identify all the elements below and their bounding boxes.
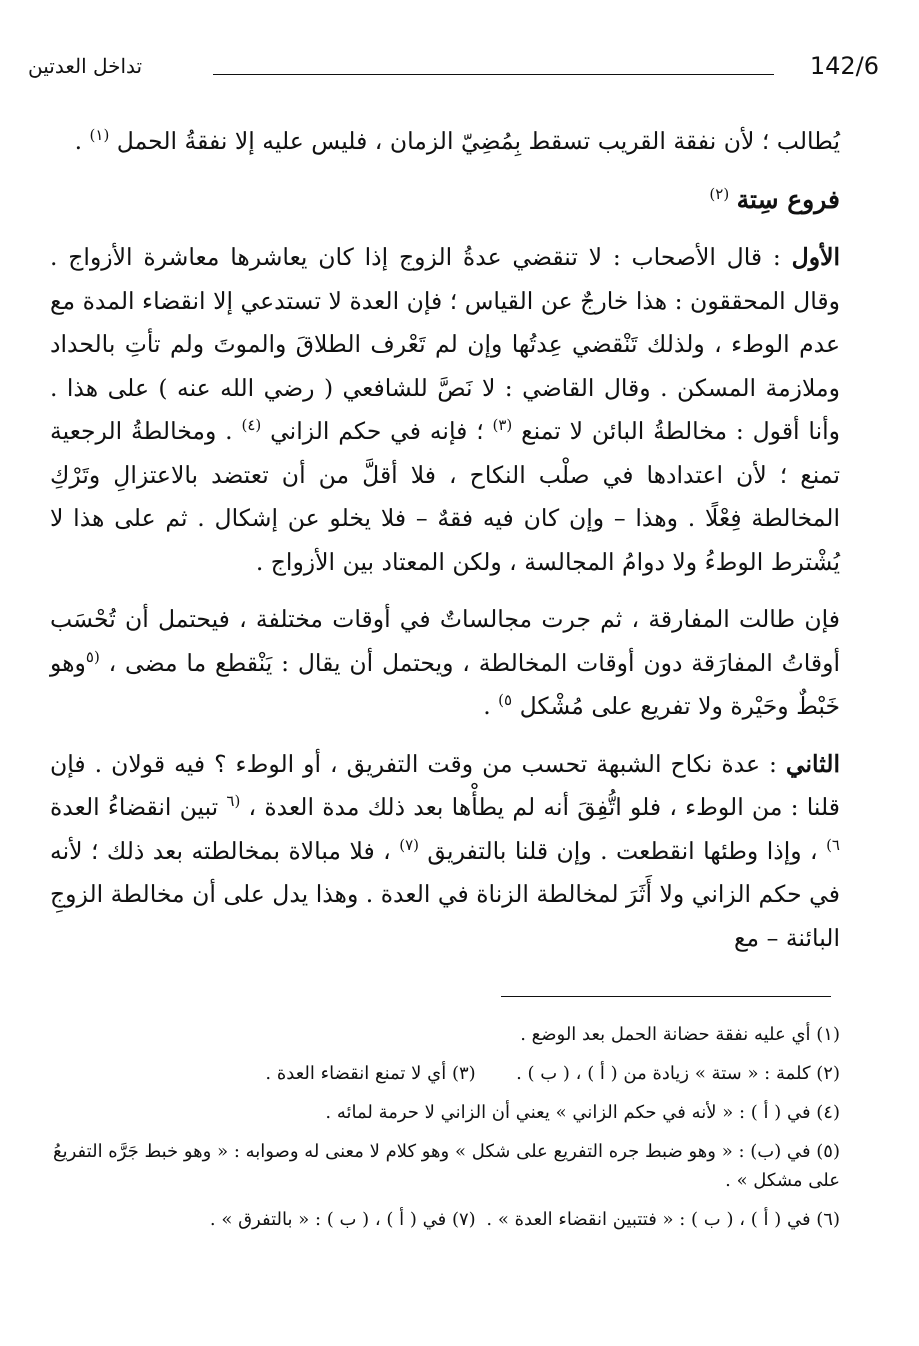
- paragraph-text: .: [74, 127, 90, 155]
- footnote-row: [48, 1059, 840, 1088]
- footnote-2: (٢) كلمة : « ستة » زيادة من ( أ ) ، ( ب ) .: [516, 1063, 840, 1084]
- footnote-5: (٥) في (ب) : « وهو ضبط جره التفريع على شكل » وهو كلام لا معنى له وصوابه : « وهو خبط جَرَّه التفريعُ على مشكل » .: [53, 1141, 840, 1191]
- footnote-3: (٣) أي لا تمنع انقضاء العدة .: [265, 1063, 476, 1084]
- page-header: [28, 52, 879, 88]
- running-title: تداخل العدتين: [28, 54, 143, 78]
- footnote-7: (٧) في ( أ ) ، ( ب ) : « بالتفرق » .: [209, 1209, 476, 1230]
- page-number: 142/6: [809, 52, 879, 80]
- paragraph-text: ؛ فإنه في حكم الزاني: [261, 417, 493, 445]
- footnote-ref-7: (٧): [399, 835, 419, 854]
- footnotes: [48, 1020, 840, 1244]
- footnote-mark-5-open: (٥: [85, 647, 100, 666]
- paragraph-text: : عدة نكاح الشبهة تحسب من وقت التفريق ، أو الوطء ؟ فيه قولان . فإن قلنا : من الوطء ، فلو اتُّفِقَ أنه لم يطأْها بعد ذلك مدة العدة ،: [50, 749, 840, 821]
- paragraph-intro: [50, 120, 840, 164]
- heading-text: فروع سِتة: [736, 184, 840, 214]
- paragraph-second: [50, 743, 840, 961]
- footnote-ref-1: (١): [89, 126, 110, 145]
- paragraph-text: : قال الأصحاب : لا تنقضي عدةُ الزوج إذا كان يعاشرها معاشرة الأزواج . وقال المحققون : هذا خارجٌ عن القياس ؛ فإن العدة لا تستدعي إلا انقضاء المدة مع عدم الوطء ، ولذلك تَنْقضي عِدتُها وإن لم تَعْرف الطلاقَ والموتَ ولم تأتِ بالحداد وملازمة المسكن . وقال القاضي : لا نَصَّ للشافعي ( رضي الله عنه ) على هذا . وأنا أقول : مخالطةُ البائن لا تمنع: [50, 243, 840, 445]
- footnote-ref-2: (٢): [709, 184, 730, 203]
- header-rule: [213, 74, 774, 75]
- footnote-ref-3: (٣): [492, 416, 513, 435]
- paragraph-text: ، وإذا وطئها انقطعت . وإن قلنا بالتفريق: [418, 836, 827, 865]
- footnote-separator: [501, 996, 831, 997]
- paragraph-text: ، فلا مبالاة بمخالطته بعد ذلك ؛ لأنه في حكم الزاني ولا أَثَرَ لمخالطة الزناة في العدة . وهذا يدل على أن مخالطة الزوجِ البائنة – مع: [50, 836, 840, 952]
- paragraph-first: [50, 236, 840, 584]
- paragraph-text: يُطالب ؛ لأن نفقة القريب تسقط بِمُضِيّ الزمان ، فليس عليه إلا نفقةُ الحمل: [116, 127, 840, 155]
- main-text: [50, 120, 840, 960]
- paragraph-third: [50, 598, 840, 729]
- paragraph-text: . ومخالطةُ الرجعية تمنع ؛ لأن اعتدادها في صلْب النكاح ، فلا أقلَّ من أن تعتضد بالاعتزالِ وتَرْكِ المخالطة فِعْلًا . وهذا – وإن كان فيه فقهٌ – فلا يخلو عن إشكال . ثم على هذا لا يُشْترط الوطءُ ولا دوامُ المجالسة ، ولكن المعتاد بين الأزواج .: [50, 417, 840, 576]
- paragraph-text: وهو خَبْطٌ وحَيْرة ولا تفريع على مُشْكل: [50, 648, 840, 720]
- paragraph-text: .: [483, 692, 499, 720]
- lead-word: الثاني: [785, 749, 840, 778]
- footnote-mark-6-open: (٦: [226, 792, 241, 811]
- lead-word: الأول: [791, 243, 840, 271]
- footnote-ref-4: (٤): [241, 416, 262, 435]
- paragraph-text: تبين انقضاءُ العدة: [50, 793, 227, 821]
- footnote-6: (٦) في ( أ ) ، ( ب ) : « فتتبين انقضاء العدة » .: [486, 1209, 840, 1230]
- footnote-mark-6-close: ٦): [826, 835, 840, 854]
- footnote-mark-5-close: ٥): [498, 691, 513, 710]
- footnote-1: (١) أي عليه نفقة حضانة الحمل بعد الوضع .: [520, 1024, 840, 1045]
- footnote-4: (٤) في ( أ ) : « لأنه في حكم الزاني » يعني أن الزاني لا حرمة لمائه .: [325, 1102, 840, 1123]
- paragraph-text: فإن طالت المفارقة ، ثم جرت مجالساتٌ في أوقات مختلفة ، فيحتمل أن تُحْسَب أوقاتُ المفارَقة دون أوقات المخالطة ، ويحتمل أن يقال : يَنْقطع ما مضى ،: [50, 605, 840, 677]
- footnote-row: [48, 1205, 840, 1234]
- section-heading: [50, 178, 840, 223]
